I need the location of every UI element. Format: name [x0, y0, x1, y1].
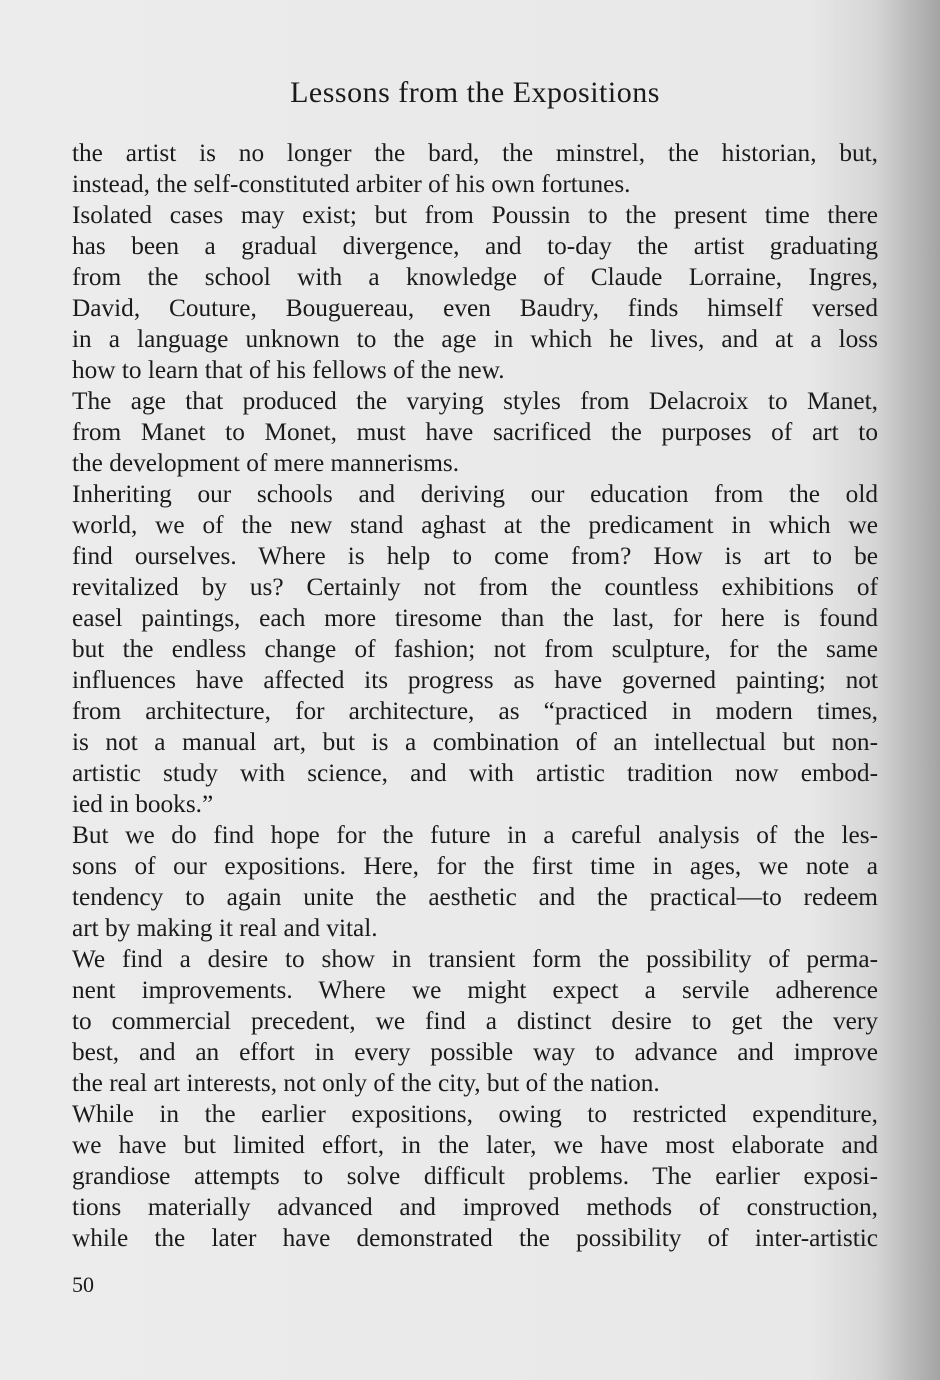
text-line: find ourselves. Where is help to come from? How is art to be	[72, 542, 878, 570]
text-line: but the endless change of fashion; not from sculpture, for the same	[72, 635, 878, 663]
text-line: ied in books.”	[72, 790, 214, 818]
text-line: influences have affected its progress as have governed painting; not	[72, 666, 878, 694]
text-line: tendency to again unite the aesthetic and the practical—to redeem	[72, 883, 878, 911]
text-line: grandiose attempts to solve difficult problems. The earlier exposi-	[72, 1162, 878, 1190]
text-line: from the school with a knowledge of Claude Lorraine, Ingres,	[72, 263, 878, 291]
paragraph	[72, 1099, 878, 1254]
text-line: artistic study with science, and with artistic tradition now embod-	[72, 759, 878, 787]
text-line: sons of our expositions. Here, for the first time in ages, we note a	[72, 852, 878, 880]
paragraph	[72, 820, 878, 944]
text-line: world, we of the new stand aghast at the predicament in which we	[72, 511, 878, 539]
text-line: has been a gradual divergence, and to-day the artist graduating	[72, 232, 878, 260]
text-line: the real art interests, not only of the city, but of the nation.	[72, 1069, 660, 1097]
text-line: from Manet to Monet, must have sacrificed the purposes of art to	[72, 418, 878, 446]
text-line: best, and an effort in every possible way to advance and improve	[72, 1038, 878, 1066]
text-line: While in the earlier expositions, owing to restricted expenditure,	[72, 1100, 878, 1128]
paragraph	[72, 944, 878, 1099]
text-line: instead, the self-constituted arbiter of his own fortunes.	[72, 170, 631, 198]
text-line: We find a desire to show in transient form the possibility of perma-	[72, 945, 878, 973]
text-line: easel paintings, each more tiresome than the last, for here is found	[72, 604, 878, 632]
text-line: while the later have demonstrated the possibility of inter-artistic	[72, 1224, 878, 1252]
text-line: But we do find hope for the future in a careful analysis of the les-	[72, 821, 878, 849]
text-line: Isolated cases may exist; but from Poussin to the present time there	[72, 201, 878, 229]
text-line: the development of mere mannerisms.	[72, 449, 460, 477]
text-line: is not a manual art, but is a combination of an intellectual but non-	[72, 728, 878, 756]
paragraph	[72, 138, 878, 200]
text-line: tions materially advanced and improved methods of construction,	[72, 1193, 878, 1221]
paragraph	[72, 200, 878, 386]
text-line: how to learn that of his fellows of the new.	[72, 356, 505, 384]
page-number: 50	[72, 1272, 94, 1297]
text-line: revitalized by us? Certainly not from the countless exhibitions of	[72, 573, 878, 601]
text-line: art by making it real and vital.	[72, 914, 378, 942]
paragraph	[72, 386, 878, 479]
text-line: from architecture, for architecture, as “practiced in modern times,	[72, 697, 878, 725]
text-line: Inheriting our schools and deriving our education from the old	[72, 480, 878, 508]
text-line: to commercial precedent, we find a distinct desire to get the very	[72, 1007, 878, 1035]
paragraph	[72, 479, 878, 820]
body-text	[72, 138, 878, 1254]
text-line: The age that produced the varying styles from Delacroix to Manet,	[72, 387, 878, 415]
running-head: Lessons from the Expositions	[290, 76, 660, 109]
text-line: we have but limited effort, in the later, we have most elaborate and	[72, 1131, 878, 1159]
text-line: nent improvements. Where we might expect a servile adherence	[72, 976, 878, 1004]
text-line: David, Couture, Bouguereau, even Baudry, finds himself versed	[72, 294, 878, 322]
text-line: the artist is no longer the bard, the minstrel, the historian, but,	[72, 139, 878, 167]
text-line: in a language unknown to the age in which he lives, and at a loss	[72, 325, 878, 353]
